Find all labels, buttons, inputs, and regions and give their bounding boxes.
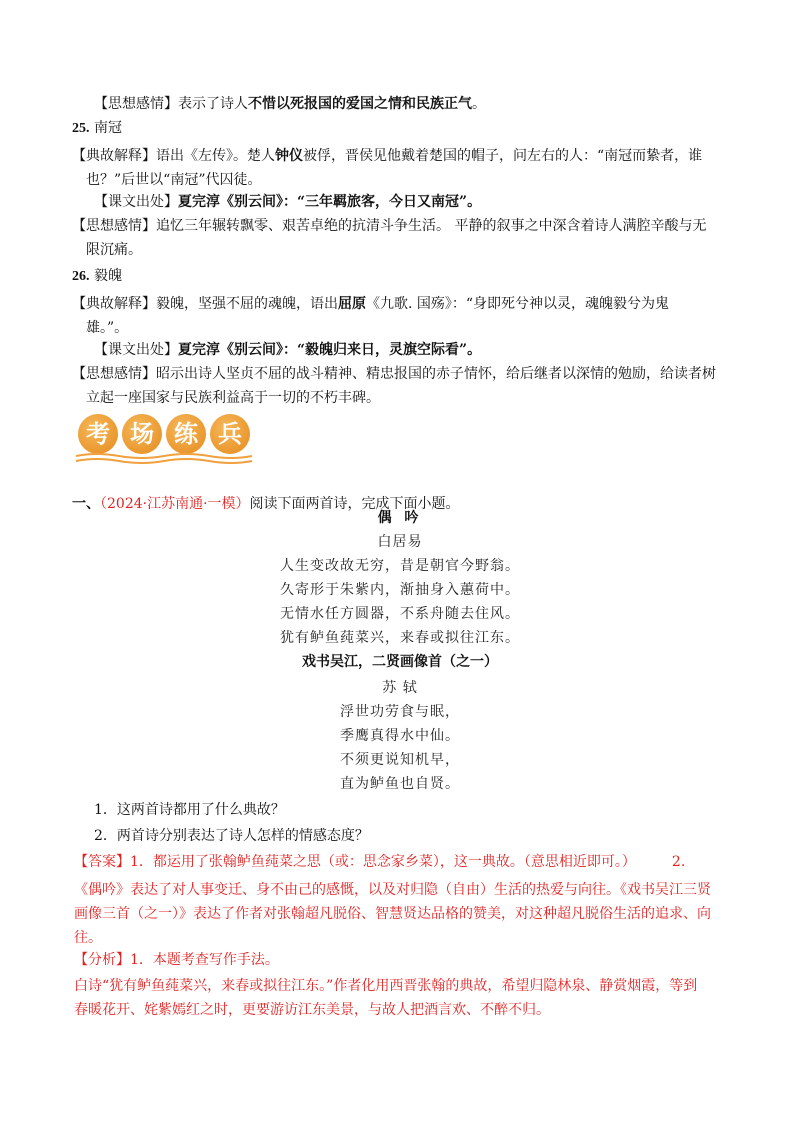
poem2-title: 戏书吴江，二贤画像首（之一） [302, 654, 498, 670]
banner-char-2: 场 [122, 414, 162, 454]
sec26-story-line1: 【典故解释】毅魄，坚强不屈的魂魄，语出屈原《九歌. 国殇》：“身即死兮神以灵，魂魄毅兮为鬼 [72, 296, 670, 312]
answer-line1: 【答案】1．都运用了张翰鲈鱼莼菜之思（或：思念家乡菜），这一典故。（意思相近即可。） 2. [74, 854, 686, 870]
poem1-line: 犹有鲈鱼莼菜兴，来春或拟往江东。 [280, 630, 520, 646]
poem1-title: 偶 吟 [377, 510, 423, 526]
banner-char-1: 考 [78, 414, 118, 454]
answer-line4: 往。 [74, 930, 102, 946]
poem2-line: 浮世功劳食与眠， [340, 704, 460, 720]
poem1-line: 无情水任方圆器，不系舟随去住风。 [280, 606, 520, 622]
sec25-heading: 25. 南冠 [72, 120, 122, 136]
poem2-author: 苏 轼 [382, 680, 418, 696]
answer-line3: 画像三首（之一）》表达了作者对张翰超凡脱俗、智慧贤达品格的赞美，对这种超凡脱俗生活的追求、向 [74, 906, 711, 922]
exercise-prompt: 一、（2024·江苏南通·一模）阅读下面两首诗，完成下面小题。 [72, 496, 460, 512]
sec26-story-line2: 雄。”。 [86, 320, 129, 336]
analysis-line1: 【分析】1．本题考查写作手法。 [74, 952, 279, 968]
answer-line2: 《偶吟》表达了对人事变迁、身不由己的感慨，以及对归隐（自由）生活的热爱与向往。《戏书吴江三贤 [74, 882, 711, 898]
poem1-author: 白居易 [377, 534, 423, 550]
section-banner [74, 414, 254, 466]
poem2-line: 不须更说知机早， [340, 752, 460, 768]
sec26-source: 【课文出处】夏完淳《别云间》：“毅魄归来日，灵旗空际看”。 [94, 342, 482, 358]
banner-char-4: 兵 [210, 414, 250, 454]
sec25-story-line2: 也？”后世以“南冠”代囚徒。 [86, 172, 262, 188]
sec25-source: 【课文出处】夏完淳《别云间》：“三年羁旅客，今日又南冠”。 [94, 194, 482, 210]
sec25-feeling-line2: 限沉痛。 [86, 242, 142, 258]
sec24-feeling-tag: 【思想感情】 [94, 96, 178, 112]
analysis-line2: 白诗“犹有鲈鱼莼菜兴，来春或拟往江东。”作者化用西晋张翰的典故，希望归隐林泉、静赏烟霞，等到 [74, 978, 698, 994]
sec26-feeling-line2: 立起一座国家与民族利益高于一切的不朽丰碑。 [86, 390, 380, 406]
poem1-line: 久寄形于朱紫内，渐抽身入蕙荷中。 [280, 582, 520, 598]
poem2-line: 季鹰真得水中仙。 [340, 728, 460, 744]
sec25-story-line1: 【典故解释】语出《左传》。楚人钟仪被俘，晋侯见他戴着楚国的帽子，问左右的人：“南冠而絷者，谁 [72, 148, 703, 164]
sec24-feeling: 【思想感情】表示了诗人不惜以死报国的爱国之情和民族正气。 [94, 96, 486, 112]
exercise-source: （2024·江苏南通·一模） [100, 496, 250, 512]
sec26-feeling-line1: 【思想感情】昭示出诗人坚贞不屈的战斗精神、精忠报国的赤子情怀，给后继者以深情的勉励，给读者树 [72, 366, 716, 382]
banner-waves-decoration [74, 452, 254, 466]
question-2: 2．两首诗分别表达了诗人怎样的情感态度？ [94, 828, 369, 844]
question-1: 1．这两首诗都用了什么典故？ [94, 802, 285, 818]
poem2-line: 直为鲈鱼也自贤。 [340, 776, 460, 792]
banner-char-3: 练 [166, 414, 206, 454]
poem1-line: 人生变改故无穷，昔是朝官今野翁。 [280, 558, 520, 574]
sec25-feeling-line1: 【思想感情】追忆三年辗转飘零、艰苦卓绝的抗清斗争生活。 平静的叙事之中深含着诗人满腔辛酸与无 [72, 218, 707, 234]
sec26-heading: 26. 毅魄 [72, 268, 122, 284]
sec24-feeling-bold: 不惜以死报国的爱国之情和民族正气 [248, 96, 472, 112]
analysis-line3: 春暖花开、姹紫嫣红之时，更要游访江东美景，与故人把酒言欢、不醉不归。 [74, 1002, 550, 1018]
